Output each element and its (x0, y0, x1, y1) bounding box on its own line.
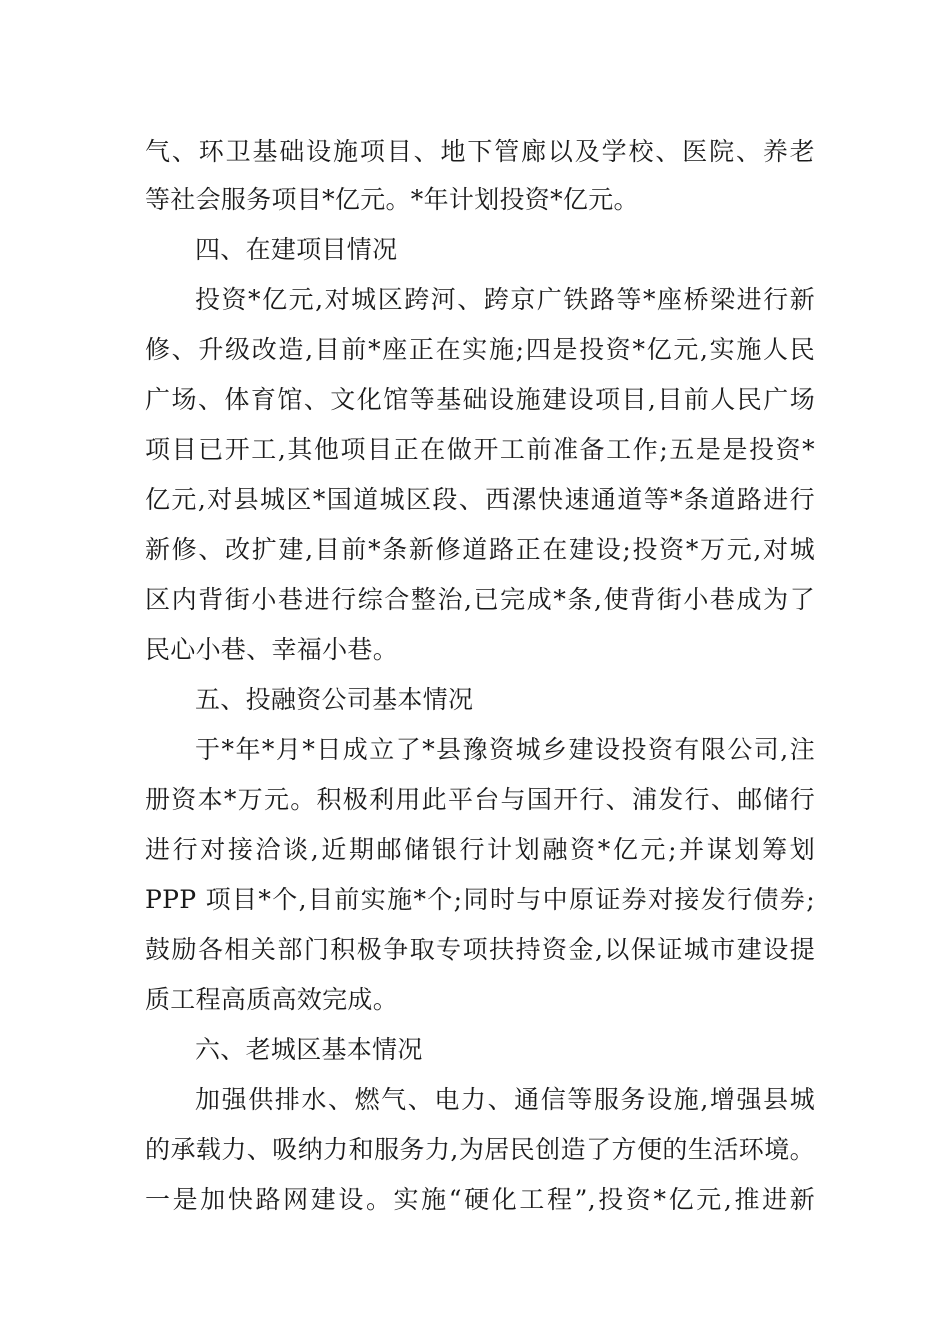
paragraph-line: 亿元,对县城区*国道城区段、西漯快速通道等*条道路进行 (145, 485, 815, 514)
paragraph-line: PPP 项目*个,目前实施*个;同时与中原证券对接发行债券; (145, 885, 815, 914)
section-heading-5: 五、投融资公司基本情况 (195, 685, 474, 714)
section-heading-4: 四、在建项目情况 (195, 235, 398, 264)
paragraph-line: 广场、体育馆、文化馆等基础设施建设项目,目前人民广场 (145, 385, 815, 414)
paragraph-line: 等社会服务项目*亿元。*年计划投资*亿元。 (145, 185, 639, 214)
paragraph-line: 的承载力、吸纳力和服务力,为居民创造了方便的生活环境。 (145, 1135, 815, 1164)
paragraph-line: 册资本*万元。积极利用此平台与国开行、浦发行、邮储行 (145, 785, 815, 814)
paragraph-line: 区内背街小巷进行综合整治,已完成*条,使背街小巷成为了 (145, 585, 815, 614)
paragraph-line: 投资*亿元,对城区跨河、跨京广铁路等*座桥梁进行新 (195, 285, 815, 314)
paragraph-line: 进行对接洽谈,近期邮储银行计划融资*亿元;并谋划筹划 (145, 835, 815, 864)
paragraph-line: 项目已开工,其他项目正在做开工前准备工作;五是是投资* (145, 435, 815, 464)
paragraph-line: 修、升级改造,目前*座正在实施;四是投资*亿元,实施人民 (145, 335, 815, 364)
paragraph-line: 新修、改扩建,目前*条新修道路正在建设;投资*万元,对城 (145, 535, 815, 564)
paragraph-line: 气、环卫基础设施项目、地下管廊以及学校、医院、养老 (145, 137, 815, 166)
paragraph-line: 民心小巷、幸福小巷。 (145, 635, 399, 664)
paragraph-line: 鼓励各相关部门积极争取专项扶持资金,以保证城市建设提 (145, 935, 815, 964)
paragraph-line: 一是加快路网建设。实施“硬化工程”,投资*亿元,推进新 (145, 1185, 815, 1214)
paragraph-line: 加强供排水、燃气、电力、通信等服务设施,增强县城 (195, 1085, 815, 1114)
paragraph-line: 质工程高质高效完成。 (145, 985, 399, 1014)
section-heading-6: 六、老城区基本情况 (195, 1035, 423, 1064)
paragraph-line: 于*年*月*日成立了*县豫资城乡建设投资有限公司,注 (195, 735, 815, 764)
